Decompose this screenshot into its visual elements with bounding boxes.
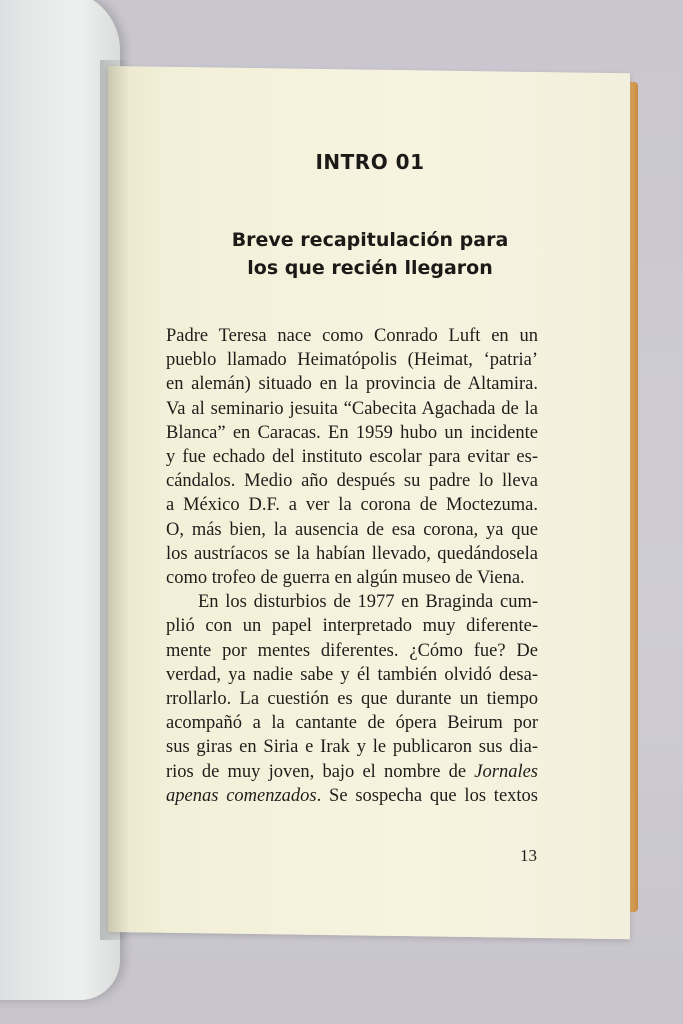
text-line: a México D.F. a ver la corona de Moctezuma. [166, 495, 538, 516]
text-line: los austríacos se la habían llevado, quedándosela [166, 543, 538, 564]
text-line: Padre Teresa nace como Conrado Luft en un [166, 326, 538, 346]
subtitle-line-1: Breve recapitulación para [231, 229, 509, 251]
text-line: como trofeo de guerra en algún museo de Viena. [166, 568, 525, 589]
body-text [166, 324, 538, 808]
italic-book-title: Jornales [474, 761, 539, 782]
text-line [166, 760, 538, 784]
text-line: rrollarlo. La cuestión es que durante un tiempo [166, 689, 538, 710]
text-line: En los disturbios de 1977 en Braginda cum- [198, 592, 538, 613]
chapter-heading: INTRO 01 [315, 150, 425, 174]
text-fragment: rios de muy joven, bajo el nombre de [166, 761, 467, 782]
text-line: en alemán) situado en la provincia de Altamira. [166, 374, 538, 395]
text-line: acompañó a la cantante de ópera Beirum por [166, 713, 538, 734]
italic-book-title: apenas comenzados [166, 785, 317, 806]
text-line: O, más bien, la ausencia de esa corona, ya que [166, 519, 538, 540]
text-line: y fue echado del instituto escolar para evitar es- [166, 447, 538, 468]
text-line: Va al seminario jesuita “Cabecita Agachada de la [166, 398, 538, 419]
text-line: mente por mentes diferentes. ¿Cómo fue? De [166, 640, 538, 661]
text-line: cándalos. Medio año después su padre lo lleva [166, 471, 538, 492]
text-line [166, 784, 538, 808]
text-line: Blanca” en Caracas. En 1959 hubo un incidente [166, 422, 538, 443]
text-line: verdad, ya nadie sabe y él también olvidó desa- [166, 664, 538, 685]
text-line: plió con un papel interpretado muy diferente- [166, 616, 538, 637]
text-line: sus giras en Siria e Irak y le publicaron sus dia- [166, 737, 538, 758]
text-line: pueblo llamado Heimatópolis (Heimat, ‘patria’ [166, 350, 538, 371]
text-fragment: . Se sospecha que los textos [316, 785, 538, 806]
page-number: 13 [520, 846, 537, 865]
chapter-subtitle [110, 226, 630, 282]
spine-shadow [100, 60, 130, 940]
subtitle-line-2: los que recién llegaron [247, 257, 493, 279]
